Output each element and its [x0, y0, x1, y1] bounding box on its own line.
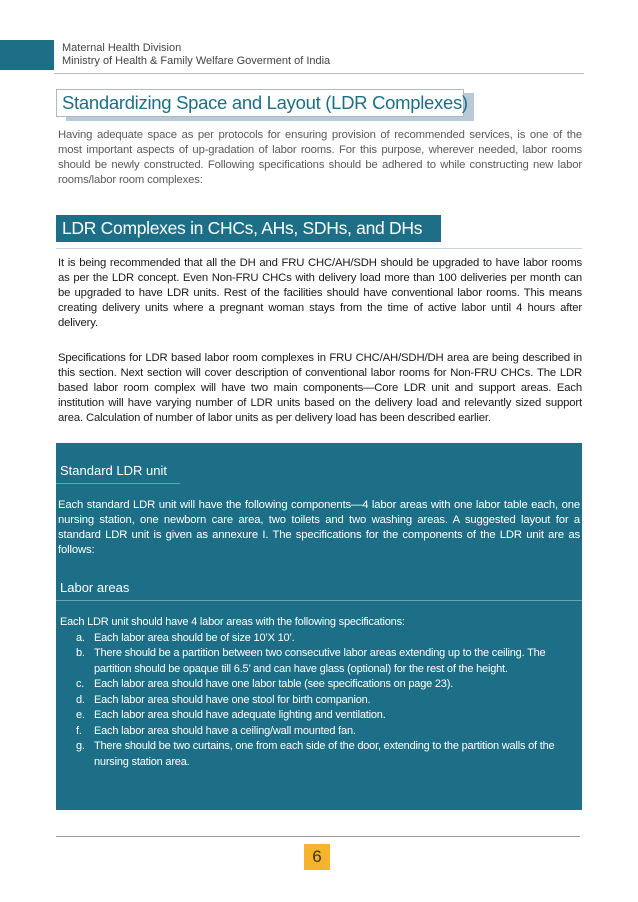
labor-areas-heading: Labor areas: [60, 580, 130, 595]
section2-paragraph-1: It is being recommended that all the DH and FRU CHC/AH/SDH should be upgraded to have labor rooms as per the LDR concept. Even Non-FRU CHCs with delivery load more than 100 deliveries per month can be upgraded to have LDR units. Rest of the facilities should have conventional labor rooms. This means creating delivery units where a pregnant woman stays from the time of active labor until 4 hours after delivery.: [58, 257, 582, 329]
list-marker: c.: [76, 678, 85, 690]
list-marker: e.: [76, 709, 85, 721]
list-item: [60, 646, 570, 677]
list-marker: d.: [76, 693, 85, 706]
list-item: [60, 677, 570, 693]
section2-paragraph-2: Specifications for LDR based labor room complexes in FRU CHC/AH/SDH/DH area are being described in this section. Next section will cover description of conventional labor rooms for Non-FRU CHCs. The LDR based labor room complex will have two main components—Core LDR unit and support areas. Each institution will have varying number of LDR units based on the delivery load and relevantly sized support area. Calculation of number of labor units as per delivery load has been described earlier.: [58, 352, 582, 424]
division-label: Maternal Health Division: [62, 42, 182, 54]
list-item-text: Each labor area should have a ceiling/wall mounted fan.: [94, 724, 356, 737]
list-item-text: Each labor area should have one labor table (see specifications on page 23).: [94, 678, 454, 690]
header-divider: [54, 73, 584, 74]
ministry-label: Ministry of Health & Family Welfare Goverment of India: [62, 55, 331, 67]
header-accent-bar: [0, 40, 54, 70]
ldr-unit-panel: [56, 443, 582, 810]
section1-body: Having adequate space as per protocols for ensuring provision of recommended services, is one of the most important aspects of up-gradation of labor rooms. For this purpose, wherever needed, labor rooms should be newly constructed. Following specifications should be adhered to while constructing new labor rooms/labor room complexes:: [58, 129, 582, 186]
list-item-text: There should be a partition between two consecutive labor areas extending up to the ceiling. The partition should be opaque till 6.5’ and can have glass (optional) for the rest of the height.: [94, 647, 546, 675]
list-item-text: There should be two curtains, one from each side of the door, extending to the partition walls of the nursing station area.: [94, 740, 555, 768]
standard-ldr-unit-heading: Standard LDR unit: [60, 463, 167, 478]
list-item: [60, 724, 570, 740]
list-item-text: Each labor area should have adequate lighting and ventilation.: [94, 709, 386, 721]
document-header: [62, 42, 330, 68]
section2-title: LDR Complexes in CHCs, AHs, SDHs, and DHs: [62, 218, 423, 238]
section2-title-box: [56, 215, 441, 242]
list-marker: a.: [76, 631, 85, 644]
list-item-text: Each labor area should be of size 10’X 10’.: [94, 631, 295, 644]
page-number-badge: 6: [304, 844, 330, 870]
labor-areas-rule: [56, 600, 582, 601]
standard-ldr-unit-rule: [56, 483, 180, 484]
list-item-text: Each labor area should have one stool for birth companion.: [94, 693, 371, 706]
list-item: [60, 693, 570, 709]
list-item: [60, 739, 570, 770]
list-marker: b.: [76, 647, 85, 659]
section1-title-box: [56, 89, 468, 117]
labor-areas-list: [60, 615, 570, 770]
list-item: [60, 708, 570, 724]
footer-divider: [56, 836, 580, 837]
section1-title: Standardizing Space and Layout (LDR Complexes): [62, 92, 468, 113]
standard-ldr-unit-body: Each standard LDR unit will have the following components—4 labor areas with one labor table each, one nursing station, one newborn care area, two toilets and two washing areas. A suggested layout for a standard LDR unit is given as annexure I. The specifications for the components of the LDR unit are as follows:: [58, 499, 580, 556]
list-marker: f.: [76, 724, 82, 737]
section2-divider: [56, 248, 582, 249]
labor-areas-intro: Each LDR unit should have 4 labor areas with the following specifications:: [60, 616, 405, 628]
list-marker: g.: [76, 740, 85, 752]
list-item: [60, 631, 570, 647]
